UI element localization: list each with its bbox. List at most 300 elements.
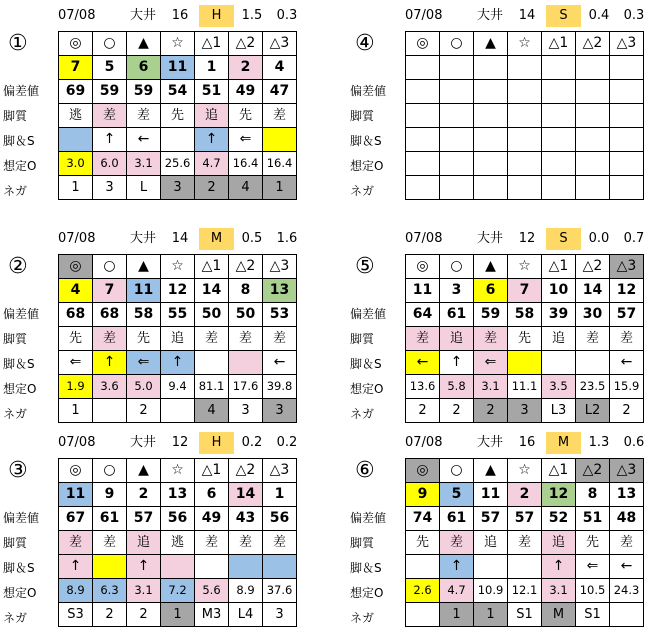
deviation-cell: 57: [474, 507, 508, 531]
panel-header: [58, 228, 303, 250]
track-name: 大井: [129, 8, 156, 23]
expected-odds-cell: [542, 152, 576, 176]
running-style-cell: 差: [440, 531, 474, 555]
race-panel: [3, 5, 303, 205]
row-label: 想定O: [350, 159, 384, 173]
pace-value-2: 0.3: [276, 8, 298, 23]
legs-speed-cell: [195, 351, 229, 375]
negative-cell: 2: [127, 603, 161, 627]
horse-number-cell: 5: [440, 483, 474, 507]
running-style-cell: 差: [406, 327, 440, 351]
running-style-cell: 逃: [59, 104, 93, 128]
expected-odds-cell: 3.1: [474, 375, 508, 399]
legs-speed-cell: ←: [263, 351, 297, 375]
grid-row: [406, 351, 644, 375]
symbol-cell: △1: [542, 255, 576, 279]
running-style-cell: 差: [263, 531, 297, 555]
legs-speed-cell: [195, 555, 229, 579]
deviation-cell: 61: [440, 507, 474, 531]
deviation-cell: 61: [93, 507, 127, 531]
track-name: 大井: [129, 231, 156, 246]
horse-number-cell: [440, 56, 474, 80]
symbol-cell: △2: [576, 255, 610, 279]
symbol-cell: △1: [195, 459, 229, 483]
deviation-cell: 59: [93, 80, 127, 104]
row-label: 脚質: [350, 536, 375, 550]
expected-odds-cell: 4.7: [195, 152, 229, 176]
grid-row: [406, 507, 644, 531]
running-style-cell: 逃: [161, 531, 195, 555]
horse-number-cell: 8: [576, 483, 610, 507]
symbol-cell: ▲: [127, 255, 161, 279]
row-label: 想定O: [3, 159, 37, 173]
symbol-cell: △2: [229, 255, 263, 279]
legs-speed-cell: ⇐: [576, 555, 610, 579]
horse-number-cell: 2: [127, 483, 161, 507]
grid-row: [59, 579, 297, 603]
row-label: ネガ: [350, 611, 375, 625]
deviation-cell: 56: [161, 507, 195, 531]
symbol-cell: △1: [542, 459, 576, 483]
pace-value-1: 0.0: [588, 231, 610, 246]
legs-speed-cell: ↑: [440, 351, 474, 375]
running-style-cell: 差: [610, 531, 644, 555]
grid-row: [406, 56, 644, 80]
pace-grade: S: [546, 228, 581, 250]
pace-value-1: 1.5: [241, 8, 263, 23]
expected-odds-cell: 2.6: [406, 579, 440, 603]
deviation-cell: 49: [229, 80, 263, 104]
panel-header: [58, 432, 303, 454]
running-style-cell: 追: [440, 327, 474, 351]
legs-speed-cell: [161, 555, 195, 579]
symbol-cell: △2: [576, 32, 610, 56]
legs-speed-cell: [59, 128, 93, 152]
row-label: 偏差値: [3, 307, 40, 321]
horse-number-cell: 14: [229, 483, 263, 507]
grid-row: [406, 459, 644, 483]
running-style-cell: 差: [610, 327, 644, 351]
expected-odds-cell: [406, 152, 440, 176]
row-label: 脚質: [3, 109, 28, 123]
symbol-cell: △2: [229, 32, 263, 56]
expected-odds-cell: 3.6: [93, 375, 127, 399]
symbol-cell: △2: [576, 459, 610, 483]
legs-speed-cell: ↑: [127, 555, 161, 579]
legs-speed-cell: [474, 555, 508, 579]
expected-odds-cell: [508, 152, 542, 176]
running-style-cell: 追: [127, 531, 161, 555]
horse-number-cell: 13: [263, 279, 297, 303]
pace-value-2: 0.2: [276, 435, 298, 450]
legs-speed-cell: ↑: [93, 128, 127, 152]
race-date: 07/08: [58, 8, 96, 23]
negative-cell: [406, 176, 440, 200]
expected-odds-cell: 10.9: [474, 579, 508, 603]
negative-cell: L3: [542, 399, 576, 423]
symbol-cell: ◎: [406, 32, 440, 56]
negative-cell: L4: [229, 603, 263, 627]
race-number: ②: [8, 254, 28, 279]
row-label: ネガ: [3, 407, 28, 421]
panel-header: [405, 432, 650, 454]
row-label: 脚質: [350, 332, 375, 346]
deviation-cell: 61: [440, 303, 474, 327]
legs-speed-cell: [508, 351, 542, 375]
horse-number-cell: 8: [229, 279, 263, 303]
grid-row: [59, 375, 297, 399]
symbol-cell: ☆: [161, 32, 195, 56]
running-style-cell: 追: [542, 531, 576, 555]
row-label: 偏差値: [3, 511, 40, 525]
row-label: 偏差値: [350, 84, 387, 98]
symbol-cell: ○: [440, 255, 474, 279]
legs-speed-cell: [576, 128, 610, 152]
horse-number-cell: 11: [161, 56, 195, 80]
running-style-cell: 差: [93, 327, 127, 351]
grid-row: [59, 80, 297, 104]
symbol-cell: ☆: [161, 255, 195, 279]
expected-odds-cell: 13.6: [406, 375, 440, 399]
row-label: 想定O: [350, 586, 384, 600]
grid-row: [406, 483, 644, 507]
running-style-cell: 差: [93, 531, 127, 555]
pace-value-2: 0.3: [623, 8, 645, 23]
horse-number-cell: 9: [406, 483, 440, 507]
legs-speed-cell: [474, 128, 508, 152]
pace-value-2: 0.7: [623, 231, 645, 246]
symbol-cell: ☆: [161, 459, 195, 483]
pace-grade: M: [546, 432, 581, 454]
negative-cell: 3: [161, 176, 195, 200]
deviation-cell: 30: [576, 303, 610, 327]
deviation-cell: 47: [263, 80, 297, 104]
running-style-cell: 差: [93, 104, 127, 128]
deviation-cell: 54: [161, 80, 195, 104]
legs-speed-cell: ←: [610, 351, 644, 375]
expected-odds-cell: 5.8: [440, 375, 474, 399]
track-name: 大井: [476, 231, 503, 246]
running-style-cell: 差: [59, 531, 93, 555]
deviation-cell: 51: [576, 507, 610, 531]
row-label: ネガ: [3, 611, 28, 625]
deviation-cell: [576, 80, 610, 104]
negative-cell: 2: [474, 399, 508, 423]
negative-cell: M: [542, 603, 576, 627]
grid-row: [406, 152, 644, 176]
horse-number-cell: 14: [576, 279, 610, 303]
row-label: 脚質: [3, 332, 28, 346]
symbol-cell: ○: [440, 459, 474, 483]
expected-odds-cell: 3.1: [542, 579, 576, 603]
legs-speed-cell: ↑: [59, 555, 93, 579]
expected-odds-cell: 3.1: [127, 579, 161, 603]
grid-row: [59, 56, 297, 80]
negative-cell: 1: [474, 603, 508, 627]
expected-odds-cell: 24.3: [610, 579, 644, 603]
horse-number-cell: 6: [474, 279, 508, 303]
deviation-cell: 50: [229, 303, 263, 327]
legs-speed-cell: ⇐: [59, 351, 93, 375]
horse-number-cell: [576, 56, 610, 80]
race-number: ④: [355, 31, 375, 56]
running-style-cell: 先: [161, 104, 195, 128]
row-label: 想定O: [350, 382, 384, 396]
race-date: 07/08: [405, 435, 443, 450]
running-style-cell: [406, 104, 440, 128]
symbol-cell: ▲: [127, 459, 161, 483]
grid-row: [59, 531, 297, 555]
negative-cell: 4: [195, 399, 229, 423]
panel-header: [405, 228, 650, 250]
symbol-cell: △3: [263, 459, 297, 483]
legs-speed-cell: [161, 128, 195, 152]
symbol-cell: △1: [195, 32, 229, 56]
horse-number-cell: 4: [59, 279, 93, 303]
symbol-cell: ▲: [474, 255, 508, 279]
legs-speed-cell: [93, 555, 127, 579]
expected-odds-cell: 5.0: [127, 375, 161, 399]
pace-value-2: 1.6: [276, 231, 298, 246]
negative-cell: 2: [440, 399, 474, 423]
horse-number-cell: 3: [440, 279, 474, 303]
running-style-cell: [576, 104, 610, 128]
symbol-cell: ○: [93, 459, 127, 483]
negative-cell: 1: [59, 399, 93, 423]
grid-row: [59, 507, 297, 531]
horse-number-cell: 13: [610, 483, 644, 507]
deviation-cell: 52: [542, 507, 576, 531]
negative-cell: [406, 603, 440, 627]
row-label: 想定O: [3, 382, 37, 396]
deviation-cell: [440, 80, 474, 104]
pace-grade: H: [199, 432, 234, 454]
grid-row: [59, 327, 297, 351]
running-style-cell: 先: [127, 327, 161, 351]
legs-speed-cell: [406, 128, 440, 152]
expected-odds-cell: 7.2: [161, 579, 195, 603]
deviation-cell: 68: [59, 303, 93, 327]
horse-number-cell: 11: [406, 279, 440, 303]
symbol-cell: ▲: [474, 32, 508, 56]
horse-number-cell: 11: [127, 279, 161, 303]
race-panel: [350, 5, 650, 205]
grid-row: [406, 176, 644, 200]
race-date: 07/08: [405, 231, 443, 246]
negative-cell: 3: [508, 399, 542, 423]
legs-speed-cell: ↑: [195, 128, 229, 152]
prediction-grid: [58, 254, 297, 423]
expected-odds-cell: 15.9: [610, 375, 644, 399]
negative-cell: 2: [93, 603, 127, 627]
deviation-cell: 57: [508, 507, 542, 531]
deviation-cell: 59: [127, 80, 161, 104]
negative-cell: 1: [440, 603, 474, 627]
negative-cell: S3: [59, 603, 93, 627]
expected-odds-cell: 23.5: [576, 375, 610, 399]
running-style-cell: 差: [195, 531, 229, 555]
symbol-cell: △1: [195, 255, 229, 279]
horse-number-cell: 1: [263, 483, 297, 507]
race-number: ①: [8, 31, 28, 56]
race-panel: [350, 228, 650, 428]
grid-row: [406, 375, 644, 399]
running-style-cell: 先: [576, 531, 610, 555]
expected-odds-cell: 11.1: [508, 375, 542, 399]
grid-row: [406, 279, 644, 303]
running-style-cell: [610, 104, 644, 128]
row-label: 脚質: [3, 536, 28, 550]
prediction-grid: [405, 458, 644, 627]
prediction-grid: [405, 254, 644, 423]
horse-number-cell: [406, 56, 440, 80]
race-number: ③: [8, 458, 28, 483]
pace-value-1: 0.4: [588, 8, 610, 23]
runner-count: 12: [518, 231, 536, 246]
negative-cell: 3: [263, 603, 297, 627]
negative-cell: 2: [406, 399, 440, 423]
runner-count: 16: [518, 435, 536, 450]
race-date: 07/08: [58, 231, 96, 246]
negative-cell: 2: [610, 399, 644, 423]
grid-row: [406, 303, 644, 327]
deviation-cell: 67: [59, 507, 93, 531]
grid-row: [59, 104, 297, 128]
legs-speed-cell: ←: [610, 555, 644, 579]
expected-odds-cell: 37.6: [263, 579, 297, 603]
prediction-grid: [405, 31, 644, 200]
negative-cell: [93, 399, 127, 423]
legs-speed-cell: ↑: [440, 555, 474, 579]
row-label: 脚質: [350, 109, 375, 123]
horse-number-cell: 2: [229, 56, 263, 80]
deviation-cell: 48: [610, 507, 644, 531]
symbol-cell: △3: [610, 32, 644, 56]
horse-number-cell: [610, 56, 644, 80]
horse-number-cell: 14: [195, 279, 229, 303]
legs-speed-cell: [263, 128, 297, 152]
legs-speed-cell: [508, 128, 542, 152]
legs-speed-cell: [440, 128, 474, 152]
row-label: 脚＆S: [350, 357, 382, 371]
race-date: 07/08: [58, 435, 96, 450]
pace-value-1: 1.3: [588, 435, 610, 450]
pace-value-1: 0.2: [241, 435, 263, 450]
race-panel: [3, 228, 303, 428]
deviation-cell: 50: [195, 303, 229, 327]
expected-odds-cell: 5.6: [195, 579, 229, 603]
grid-row: [59, 351, 297, 375]
symbol-cell: ◎: [406, 255, 440, 279]
row-label: 偏差値: [350, 511, 387, 525]
expected-odds-cell: 6.0: [93, 152, 127, 176]
symbol-cell: ◎: [59, 459, 93, 483]
legs-speed-cell: [263, 555, 297, 579]
expected-odds-cell: 8.9: [59, 579, 93, 603]
grid-row: [406, 104, 644, 128]
expected-odds-cell: 12.1: [508, 579, 542, 603]
horse-number-cell: 12: [542, 483, 576, 507]
grid-row: [59, 176, 297, 200]
symbol-cell: △2: [229, 459, 263, 483]
row-label: ネガ: [350, 184, 375, 198]
legs-speed-cell: [542, 351, 576, 375]
running-style-cell: [440, 104, 474, 128]
panel-header: [58, 5, 303, 27]
symbol-cell: ☆: [508, 255, 542, 279]
row-label: 脚＆S: [350, 561, 382, 575]
negative-cell: L2: [576, 399, 610, 423]
row-label: ネガ: [350, 407, 375, 421]
running-style-cell: [542, 104, 576, 128]
legs-speed-cell: [508, 555, 542, 579]
horse-number-cell: [508, 56, 542, 80]
horse-number-cell: 6: [195, 483, 229, 507]
negative-cell: 2: [195, 176, 229, 200]
grid-row: [59, 603, 297, 627]
runner-count: 12: [171, 435, 189, 450]
negative-cell: 2: [127, 399, 161, 423]
prediction-grid: [58, 31, 297, 200]
runner-count: 14: [518, 8, 536, 23]
negative-cell: [542, 176, 576, 200]
legs-speed-cell: [610, 128, 644, 152]
deviation-cell: 69: [59, 80, 93, 104]
grid-row: [59, 32, 297, 56]
grid-row: [406, 327, 644, 351]
horse-number-cell: 7: [508, 279, 542, 303]
negative-cell: [508, 176, 542, 200]
legs-speed-cell: ⇐: [229, 128, 263, 152]
negative-cell: L: [127, 176, 161, 200]
expected-odds-cell: 1.9: [59, 375, 93, 399]
runner-count: 16: [171, 8, 189, 23]
horse-number-cell: [542, 56, 576, 80]
legs-speed-cell: [229, 555, 263, 579]
expected-odds-cell: 10.5: [576, 579, 610, 603]
legs-speed-cell: ⇐: [127, 351, 161, 375]
deviation-cell: [542, 80, 576, 104]
running-style-cell: 先: [406, 531, 440, 555]
row-label: 偏差値: [350, 307, 387, 321]
deviation-cell: [508, 80, 542, 104]
running-style-cell: 差: [195, 327, 229, 351]
horse-number-cell: 11: [59, 483, 93, 507]
deviation-cell: 64: [406, 303, 440, 327]
horse-number-cell: 6: [127, 56, 161, 80]
expected-odds-cell: 4.7: [440, 579, 474, 603]
running-style-cell: 差: [127, 104, 161, 128]
race-date: 07/08: [405, 8, 443, 23]
horse-number-cell: 9: [93, 483, 127, 507]
running-style-cell: 差: [263, 104, 297, 128]
horse-number-cell: 5: [93, 56, 127, 80]
running-style-cell: [508, 104, 542, 128]
running-style-cell: 追: [195, 104, 229, 128]
deviation-cell: [474, 80, 508, 104]
horse-number-cell: 13: [161, 483, 195, 507]
expected-odds-cell: [440, 152, 474, 176]
deviation-cell: 58: [127, 303, 161, 327]
expected-odds-cell: 3.0: [59, 152, 93, 176]
legs-speed-cell: ←: [406, 351, 440, 375]
grid-row: [406, 579, 644, 603]
race-number: ⑤: [355, 254, 375, 279]
expected-odds-cell: 39.8: [263, 375, 297, 399]
symbol-cell: ◎: [59, 255, 93, 279]
running-style-cell: 追: [474, 531, 508, 555]
negative-cell: [576, 176, 610, 200]
